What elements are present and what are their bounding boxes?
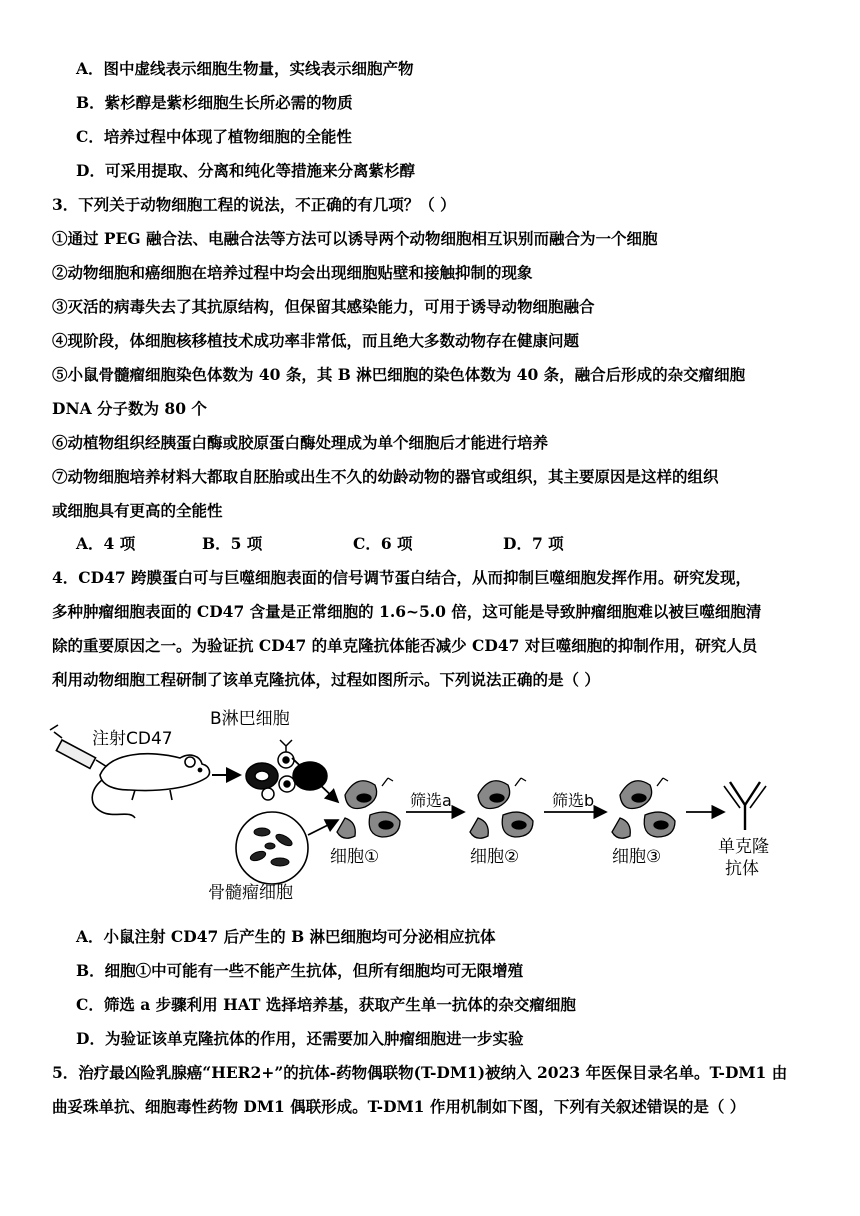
q2-option-c: C．培养过程中体现了植物细胞的全能性 (76, 127, 352, 146)
hybrid-cells-1-icon (337, 778, 400, 838)
q4-option-a: A．小鼠注射 CD47 后产生的 B 淋巴细胞均可分泌相应抗体 (76, 927, 496, 946)
q3-item-7-cont: 或细胞具有更高的全能性 (52, 501, 223, 520)
q4-stem-line-3: 除的重要原因之一。为验证抗 CD47 的单克隆抗体能否减少 CD47 对巨噬细胞的抑制作用，研究人员 (52, 636, 758, 655)
cell3-label: 细胞③ (612, 847, 662, 867)
mouse-icon (92, 754, 209, 818)
q5-stem-line-2: 曲妥珠单抗、细胞毒性药物 DM1 偶联形成。T-DM1 作用机制如下图，下列有关叙述错误的是（ ） (52, 1097, 746, 1116)
q4-stem-line-1: 4．CD47 跨膜蛋白可与巨噬细胞表面的信号调节蛋白结合，从而抑制巨噬细胞发挥作用。研究发现， (52, 568, 752, 587)
q3-option-d: D．7 项 (503, 534, 564, 553)
q4-option-d: D．为验证该单克隆抗体的作用，还需要加入肿瘤细胞进一步实验 (76, 1029, 524, 1048)
screen-a-label: 筛选a (410, 791, 452, 810)
q3-stem: 3．下列关于动物细胞工程的说法，不正确的有几项？（ ） (52, 195, 456, 214)
cell2-label: 细胞② (470, 847, 520, 867)
inject-label: 注射CD47 (92, 729, 173, 749)
antibody-label-1: 单克隆 (718, 837, 769, 857)
q3-option-a: A．4 项 (76, 534, 136, 553)
q2-option-d: D．可采用提取、分离和纯化等措施来分离紫杉醇 (76, 161, 415, 180)
q3-item-3: ③灭活的病毒失去了其抗原结构，但保留其感染能力，可用于诱导动物细胞融合 (52, 297, 595, 316)
q3-item-5-cont: DNA 分子数为 80 个 (52, 399, 207, 418)
q3-option-b: B．5 项 (202, 534, 263, 553)
q2-option-b: B．紫杉醇是紫杉细胞生长所必需的物质 (76, 93, 353, 112)
b-cell-label: B淋巴细胞 (210, 709, 290, 729)
q4-stem-line-4: 利用动物细胞工程研制了该单克隆抗体，过程如图所示。下列说法正确的是（ ） (52, 670, 600, 689)
cell1-label: 细胞① (330, 847, 380, 867)
q5-stem-line-1: 5．治疗最凶险乳腺癌“HER2+”的抗体-药物偶联物(T-DM1)被纳入 2023 年医保目录名单。T-DM1 由 (52, 1063, 788, 1082)
antibody-icon (724, 782, 766, 830)
q4-stem-line-2: 多种肿瘤细胞表面的 CD47 含量是正常细胞的 1.6~5.0 倍，这可能是导致肿瘤细胞难以被巨噬细胞清 (52, 602, 762, 621)
myeloma-label: 骨髓瘤细胞 (208, 883, 293, 903)
screen-b-label: 筛选b (552, 791, 595, 810)
antibody-label-2: 抗体 (725, 859, 759, 879)
q4-option-b: B．细胞①中可能有一些不能产生抗体，但所有细胞均可无限增殖 (76, 961, 524, 980)
q4-option-c: C．筛选 a 步骤利用 HAT 选择培养基，获取产生单一抗体的杂交瘤细胞 (76, 995, 576, 1014)
monoclonal-antibody-figure (40, 700, 800, 910)
q3-item-2: ②动物细胞和癌细胞在培养过程中均会出现细胞贴壁和接触抑制的现象 (52, 263, 533, 282)
q2-option-a: A．图中虚线表示细胞生物量，实线表示细胞产物 (76, 59, 414, 78)
q3-item-7: ⑦动物细胞培养材料大都取自胚胎或出生不久的幼龄动物的器官或组织，其主要原因是这样的组织 (52, 467, 719, 486)
hybrid-cells-2-icon (470, 778, 533, 838)
q3-option-c: C．6 项 (353, 534, 413, 553)
q3-item-5: ⑤小鼠骨髓瘤细胞染色体数为 40 条，其 B 淋巴细胞的染色体数为 40 条，融合后形成的杂交瘤细胞 (52, 365, 746, 384)
q3-item-6: ⑥动植物组织经胰蛋白酶或胶原蛋白酶处理成为单个细胞后才能进行培养 (52, 433, 549, 452)
q3-item-4: ④现阶段，体细胞核移植技术成功率非常低，而且绝大多数动物存在健康问题 (52, 331, 580, 350)
q3-item-1: ①通过 PEG 融合法、电融合法等方法可以诱导两个动物细胞相互识别而融合为一个细胞 (52, 229, 658, 248)
b-cells-icon (246, 740, 327, 800)
hybrid-cells-3-icon (612, 778, 675, 838)
